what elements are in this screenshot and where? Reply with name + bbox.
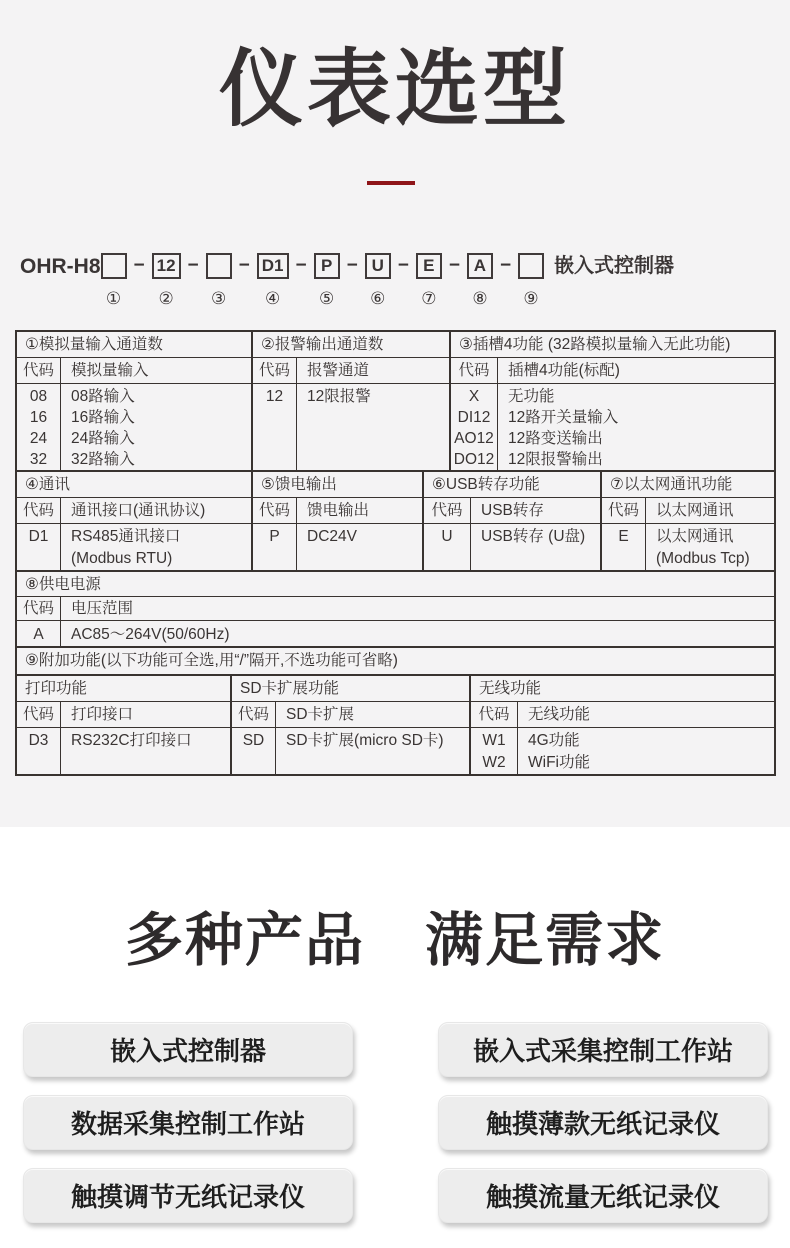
circled-number: ⑦ — [421, 289, 437, 308]
section-header — [451, 358, 774, 384]
model-box-8 — [467, 253, 493, 309]
section-header — [253, 498, 422, 524]
section-alarm-output — [251, 332, 449, 470]
code-header: 代码 — [17, 597, 61, 620]
product-buttons-right — [438, 1022, 768, 1241]
model-box-value: 12 — [152, 253, 181, 279]
section-print — [17, 676, 230, 774]
desc-values: 4G功能 WiFi功能 — [528, 732, 590, 771]
code-header: 代码 — [253, 358, 297, 383]
code-values: 08 16 24 32 — [17, 384, 61, 470]
code-header: 代码 — [232, 702, 276, 727]
code-values: E — [602, 524, 646, 570]
code-values: D1 — [17, 524, 61, 570]
model-box-3 — [206, 253, 232, 309]
code-header: 代码 — [17, 498, 61, 523]
table-row-group-a — [17, 332, 774, 470]
desc-values: 12限报警 — [307, 388, 371, 405]
section-body — [17, 621, 774, 646]
section-body — [253, 384, 449, 470]
model-box-value: U — [365, 253, 391, 279]
desc-header: 电压范围 — [71, 600, 134, 617]
section-body — [17, 384, 251, 470]
code-header: 代码 — [424, 498, 471, 523]
circled-number: ③ — [211, 289, 227, 308]
model-box-value — [518, 253, 544, 279]
section-body — [17, 728, 230, 774]
product-button-touch-slim-recorder[interactable]: 触摸薄款无纸记录仪 — [438, 1095, 768, 1150]
desc-values: AC85～264V(50/60Hz) — [71, 626, 230, 643]
section-body — [471, 728, 774, 774]
page-title: 仪表选型 — [218, 42, 571, 136]
section-title: ①模拟量输入通道数 — [17, 332, 251, 358]
model-suffix: 嵌入式控制器 — [554, 255, 675, 277]
code-values: SD — [232, 728, 276, 774]
desc-header: SD卡扩展 — [286, 706, 355, 723]
model-prefix: OHR-H8 — [20, 255, 101, 278]
product-button-embedded-controller[interactable]: 嵌入式控制器 — [23, 1022, 353, 1077]
model-code-line — [20, 253, 780, 309]
desc-header: 无线功能 — [528, 706, 591, 723]
code-header: 代码 — [602, 498, 646, 523]
section-title: 无线功能 — [471, 676, 774, 702]
section-feed-output — [251, 472, 422, 570]
section-title: 打印功能 — [17, 676, 230, 702]
section-title: ⑧供电电源 — [17, 572, 774, 597]
desc-header: USB转存 — [481, 502, 544, 519]
product-button-embedded-acquisition-workstation[interactable]: 嵌入式采集控制工作站 — [438, 1022, 768, 1077]
model-box-2 — [152, 253, 181, 309]
desc-values: DC24V — [307, 528, 357, 545]
section-body — [253, 524, 422, 570]
desc-values: 08路输入 16路输入 24路输入 32路输入 — [71, 388, 135, 468]
code-values: D3 — [17, 728, 61, 774]
circled-number: ④ — [265, 289, 281, 308]
code-header: 代码 — [253, 498, 297, 523]
code-values: P — [253, 524, 297, 570]
model-box-4 — [257, 253, 289, 309]
section-header — [471, 702, 774, 728]
title-divider — [367, 181, 415, 185]
section-wireless — [469, 676, 774, 774]
circled-number: ① — [105, 289, 122, 308]
desc-values: SD卡扩展(micro SD卡) — [286, 732, 444, 749]
desc-header: 插槽4功能(标配) — [508, 362, 620, 379]
section-sd-card — [230, 676, 469, 774]
desc-header: 馈电输出 — [307, 502, 370, 519]
model-box-value — [206, 253, 232, 279]
section-body — [424, 524, 600, 570]
section-title: ⑨附加功能(以下功能可全选,用“/”隔开,不选功能可省略) — [25, 652, 398, 669]
desc-values: 以太网通讯 (Modbus Tcp) — [656, 528, 750, 567]
code-values: 12 — [253, 384, 297, 470]
model-box-9 — [518, 253, 544, 309]
section-header — [17, 702, 230, 728]
section-body — [602, 524, 774, 570]
code-header: 代码 — [471, 702, 518, 727]
section-power-supply — [17, 572, 774, 646]
desc-header: 打印接口 — [71, 706, 134, 723]
section-header — [232, 702, 469, 728]
product-button-data-acquisition-workstation[interactable]: 数据采集控制工作站 — [23, 1095, 353, 1150]
section-title: ⑤馈电输出 — [253, 472, 422, 498]
desc-values: RS485通讯接口 (Modbus RTU) — [71, 528, 181, 567]
table-row-group-b — [17, 470, 774, 570]
section-title: SD卡扩展功能 — [232, 676, 469, 702]
section-header — [602, 498, 774, 524]
dash-separator: − — [499, 255, 512, 276]
code-values: U — [424, 524, 471, 570]
section-usb-transfer — [422, 472, 600, 570]
desc-values: USB转存 (U盘) — [481, 528, 586, 545]
model-box-value: A — [467, 253, 493, 279]
code-values: A — [17, 621, 61, 646]
code-values: X DI12 AO12 DO12 — [451, 384, 498, 470]
section-header — [17, 597, 774, 621]
circled-number: ⑥ — [370, 289, 386, 308]
circled-number: ⑤ — [318, 289, 335, 308]
model-box-5 — [314, 253, 340, 309]
dash-separator: − — [238, 255, 250, 276]
model-box-7 — [416, 253, 442, 309]
product-buttons-left — [23, 1022, 353, 1241]
section-title: ⑥USB转存功能 — [424, 472, 600, 498]
dash-separator: − — [448, 255, 460, 276]
dash-separator: − — [346, 255, 358, 276]
section-slot4-function — [449, 332, 774, 470]
desc-header: 通讯接口(通讯协议) — [71, 502, 206, 519]
section-title: ②报警输出通道数 — [253, 332, 449, 358]
desc-values: RS232C打印接口 — [71, 732, 192, 749]
section-ethernet — [600, 472, 774, 570]
model-box-value: D1 — [257, 253, 289, 279]
circled-number: ⑨ — [523, 289, 539, 308]
dash-separator: − — [133, 255, 145, 276]
section-communication — [17, 472, 251, 570]
selection-table — [15, 330, 776, 776]
circled-number: ⑧ — [472, 289, 488, 308]
product-button-touch-control-recorder[interactable]: 触摸调节无纸记录仪 — [23, 1168, 353, 1223]
table-row-group-c — [17, 570, 774, 646]
dash-separator: − — [295, 255, 307, 276]
desc-header: 以太网通讯 — [656, 502, 734, 519]
section-body — [232, 728, 469, 774]
dash-separator: − — [397, 255, 409, 276]
section-header — [253, 358, 449, 384]
section-header — [424, 498, 600, 524]
section-title: ③插槽4功能 (32路模拟量输入无此功能) — [451, 332, 774, 358]
section-body — [451, 384, 774, 470]
code-header: 代码 — [451, 358, 498, 383]
model-box-value — [101, 253, 127, 279]
product-button-touch-flow-recorder[interactable]: 触摸流量无纸记录仪 — [438, 1168, 768, 1223]
products-panel — [0, 827, 790, 1248]
section-header — [17, 498, 251, 524]
section-additional-functions — [17, 648, 774, 674]
table-row-group-d — [17, 646, 774, 674]
section-header — [17, 358, 251, 384]
model-box-6 — [365, 253, 391, 309]
product-buttons — [23, 1022, 768, 1241]
section-analog-input — [17, 332, 251, 470]
dash-separator: − — [187, 255, 199, 276]
model-box-value: E — [416, 253, 442, 279]
desc-header: 报警通道 — [307, 362, 370, 379]
code-header: 代码 — [17, 702, 61, 727]
model-box-value: P — [314, 253, 340, 279]
products-heading: 多种产品 满足需求 — [124, 908, 665, 973]
desc-values: 无功能 12路开关量输入 12路变送输出 12限报警输出 — [508, 388, 619, 468]
section-title: ⑦以太网通讯功能 — [602, 472, 774, 498]
section-body — [17, 524, 251, 570]
model-box-1 — [101, 253, 127, 309]
code-header: 代码 — [17, 358, 61, 383]
circled-number: ② — [158, 289, 174, 308]
section-title: ④通讯 — [17, 472, 251, 498]
code-values: W1 W2 — [471, 728, 518, 774]
table-row-group-e — [17, 674, 774, 774]
desc-header: 模拟量输入 — [71, 362, 149, 379]
